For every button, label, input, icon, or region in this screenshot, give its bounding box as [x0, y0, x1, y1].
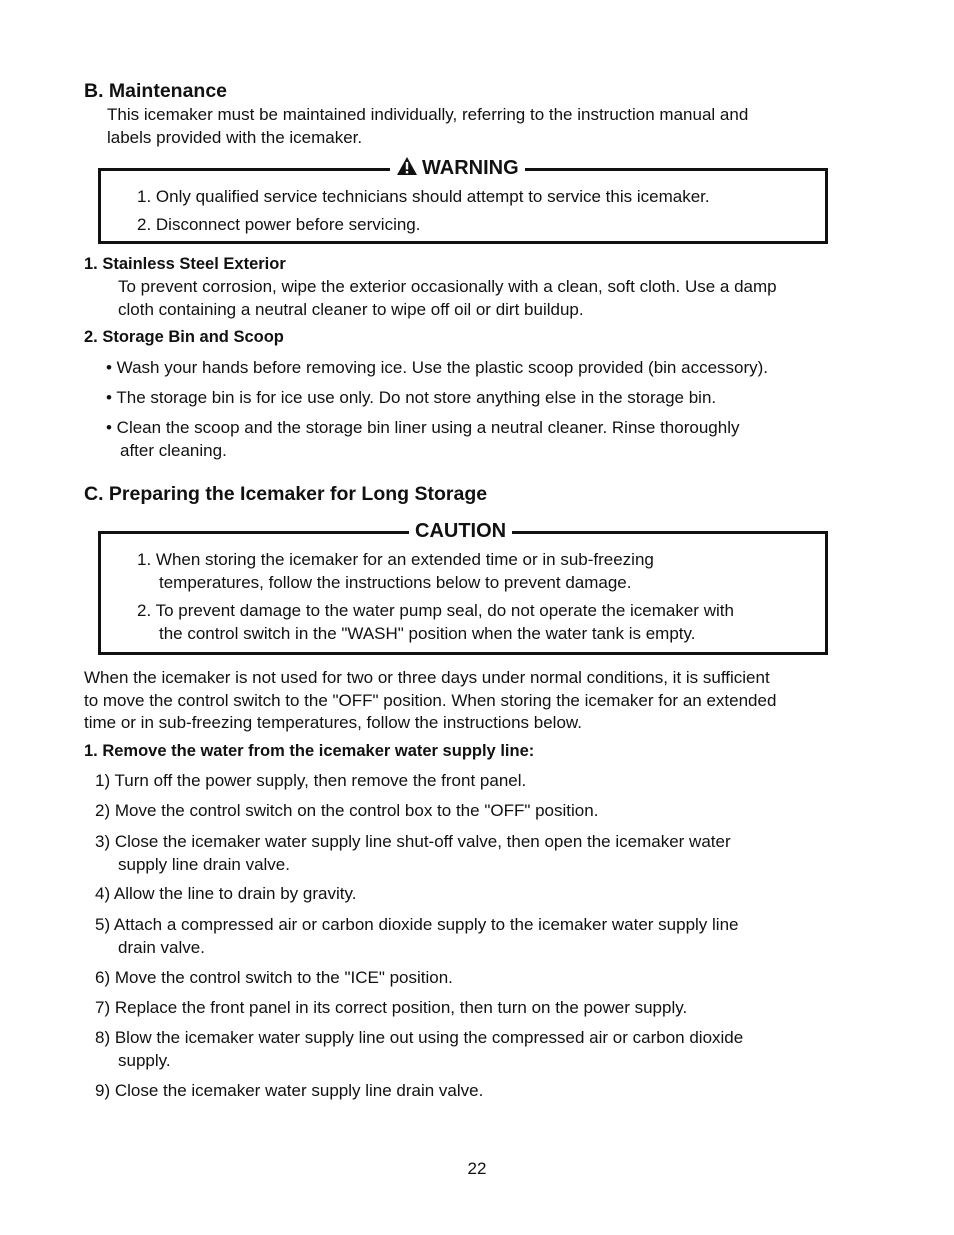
- step-item: 4) Allow the line to drain by gravity.: [95, 884, 357, 903]
- step-item: 9) Close the icemaker water supply line drain valve.: [95, 1081, 484, 1100]
- stainless-steel-heading: 1. Stainless Steel Exterior: [84, 255, 286, 273]
- text-line: 3) Close the icemaker water supply line shut-off valve, then open the icemaker water: [95, 832, 731, 851]
- text-line: cloth containing a neutral cleaner to wipe off oil or dirt buildup.: [118, 299, 584, 319]
- bullet-item: • The storage bin is for ice use only. Do not store anything else in the storage bin.: [106, 388, 717, 407]
- text-line: the control switch in the "WASH" position when the water tank is empty.: [159, 623, 696, 643]
- text-line: 8) Blow the icemaker water supply line out using the compressed air or carbon dioxide: [95, 1028, 744, 1047]
- text-line: 2. To prevent damage to the water pump seal, do not operate the icemaker with: [137, 601, 734, 620]
- text-line: drain valve.: [118, 937, 205, 957]
- text-line: When the icemaker is not used for two or three days under normal conditions, it is sufficient: [84, 668, 770, 687]
- step-item: 7) Replace the front panel in its correct position, then turn on the power supply.: [95, 998, 688, 1017]
- warning-item: 2. Disconnect power before servicing.: [137, 215, 421, 234]
- page-number: 22: [467, 1159, 487, 1178]
- step-item: 1) Turn off the power supply, then remove the front panel.: [95, 771, 527, 790]
- step-item: 2) Move the control switch on the control box to the "OFF" position.: [95, 801, 599, 820]
- text-line: supply.: [118, 1050, 171, 1070]
- text-line: To prevent corrosion, wipe the exterior occasionally with a clean, soft cloth. Use a damp: [118, 277, 777, 296]
- text-line: • Clean the scoop and the storage bin liner using a neutral cleaner. Rinse thoroughly: [106, 418, 740, 437]
- text-line: time or in sub-freezing temperatures, follow the instructions below.: [84, 713, 582, 732]
- text-line: labels provided with the icemaker.: [107, 127, 363, 147]
- storage-intro: [84, 667, 776, 735]
- caution-item: [137, 600, 734, 645]
- stainless-steel-text: [118, 276, 777, 321]
- text-line: This icemaker must be maintained individually, referring to the instruction manual and: [107, 105, 749, 124]
- step-item: [95, 914, 739, 959]
- step-item: 6) Move the control switch to the "ICE" position.: [95, 968, 453, 987]
- caution-title: CAUTION: [409, 519, 512, 543]
- text-line: 5) Attach a compressed air or carbon dioxide supply to the icemaker water supply line: [95, 915, 739, 934]
- caution-item: [137, 549, 654, 594]
- warning-item: 1. Only qualified service technicians should attempt to service this icemaker.: [137, 187, 710, 206]
- bullet-item: • Wash your hands before removing ice. Use the plastic scoop provided (bin accessory).: [106, 358, 769, 377]
- step-item: [95, 831, 731, 876]
- storage-heading: C. Preparing the Icemaker for Long Storage: [84, 483, 488, 505]
- text-line: after cleaning.: [120, 440, 227, 460]
- text-line: 1. When storing the icemaker for an extended time or in sub-freezing: [137, 550, 654, 569]
- warning-triangle-icon: [396, 156, 418, 176]
- text-line: to move the control switch to the "OFF" position. When storing the icemaker for an extended: [84, 690, 777, 710]
- warning-title-label: WARNING: [422, 157, 519, 179]
- step-item: [95, 1027, 743, 1072]
- water-removal-heading: 1. Remove the water from the icemaker water supply line:: [84, 742, 535, 760]
- bullet-item: [106, 417, 739, 462]
- warning-title: [390, 156, 525, 180]
- maintenance-heading: B. Maintenance: [84, 80, 228, 102]
- maintenance-intro: [107, 104, 748, 149]
- text-line: temperatures, follow the instructions below to prevent damage.: [159, 572, 632, 592]
- text-line: supply line drain valve.: [118, 854, 290, 874]
- storage-bin-heading: 2. Storage Bin and Scoop: [84, 328, 284, 346]
